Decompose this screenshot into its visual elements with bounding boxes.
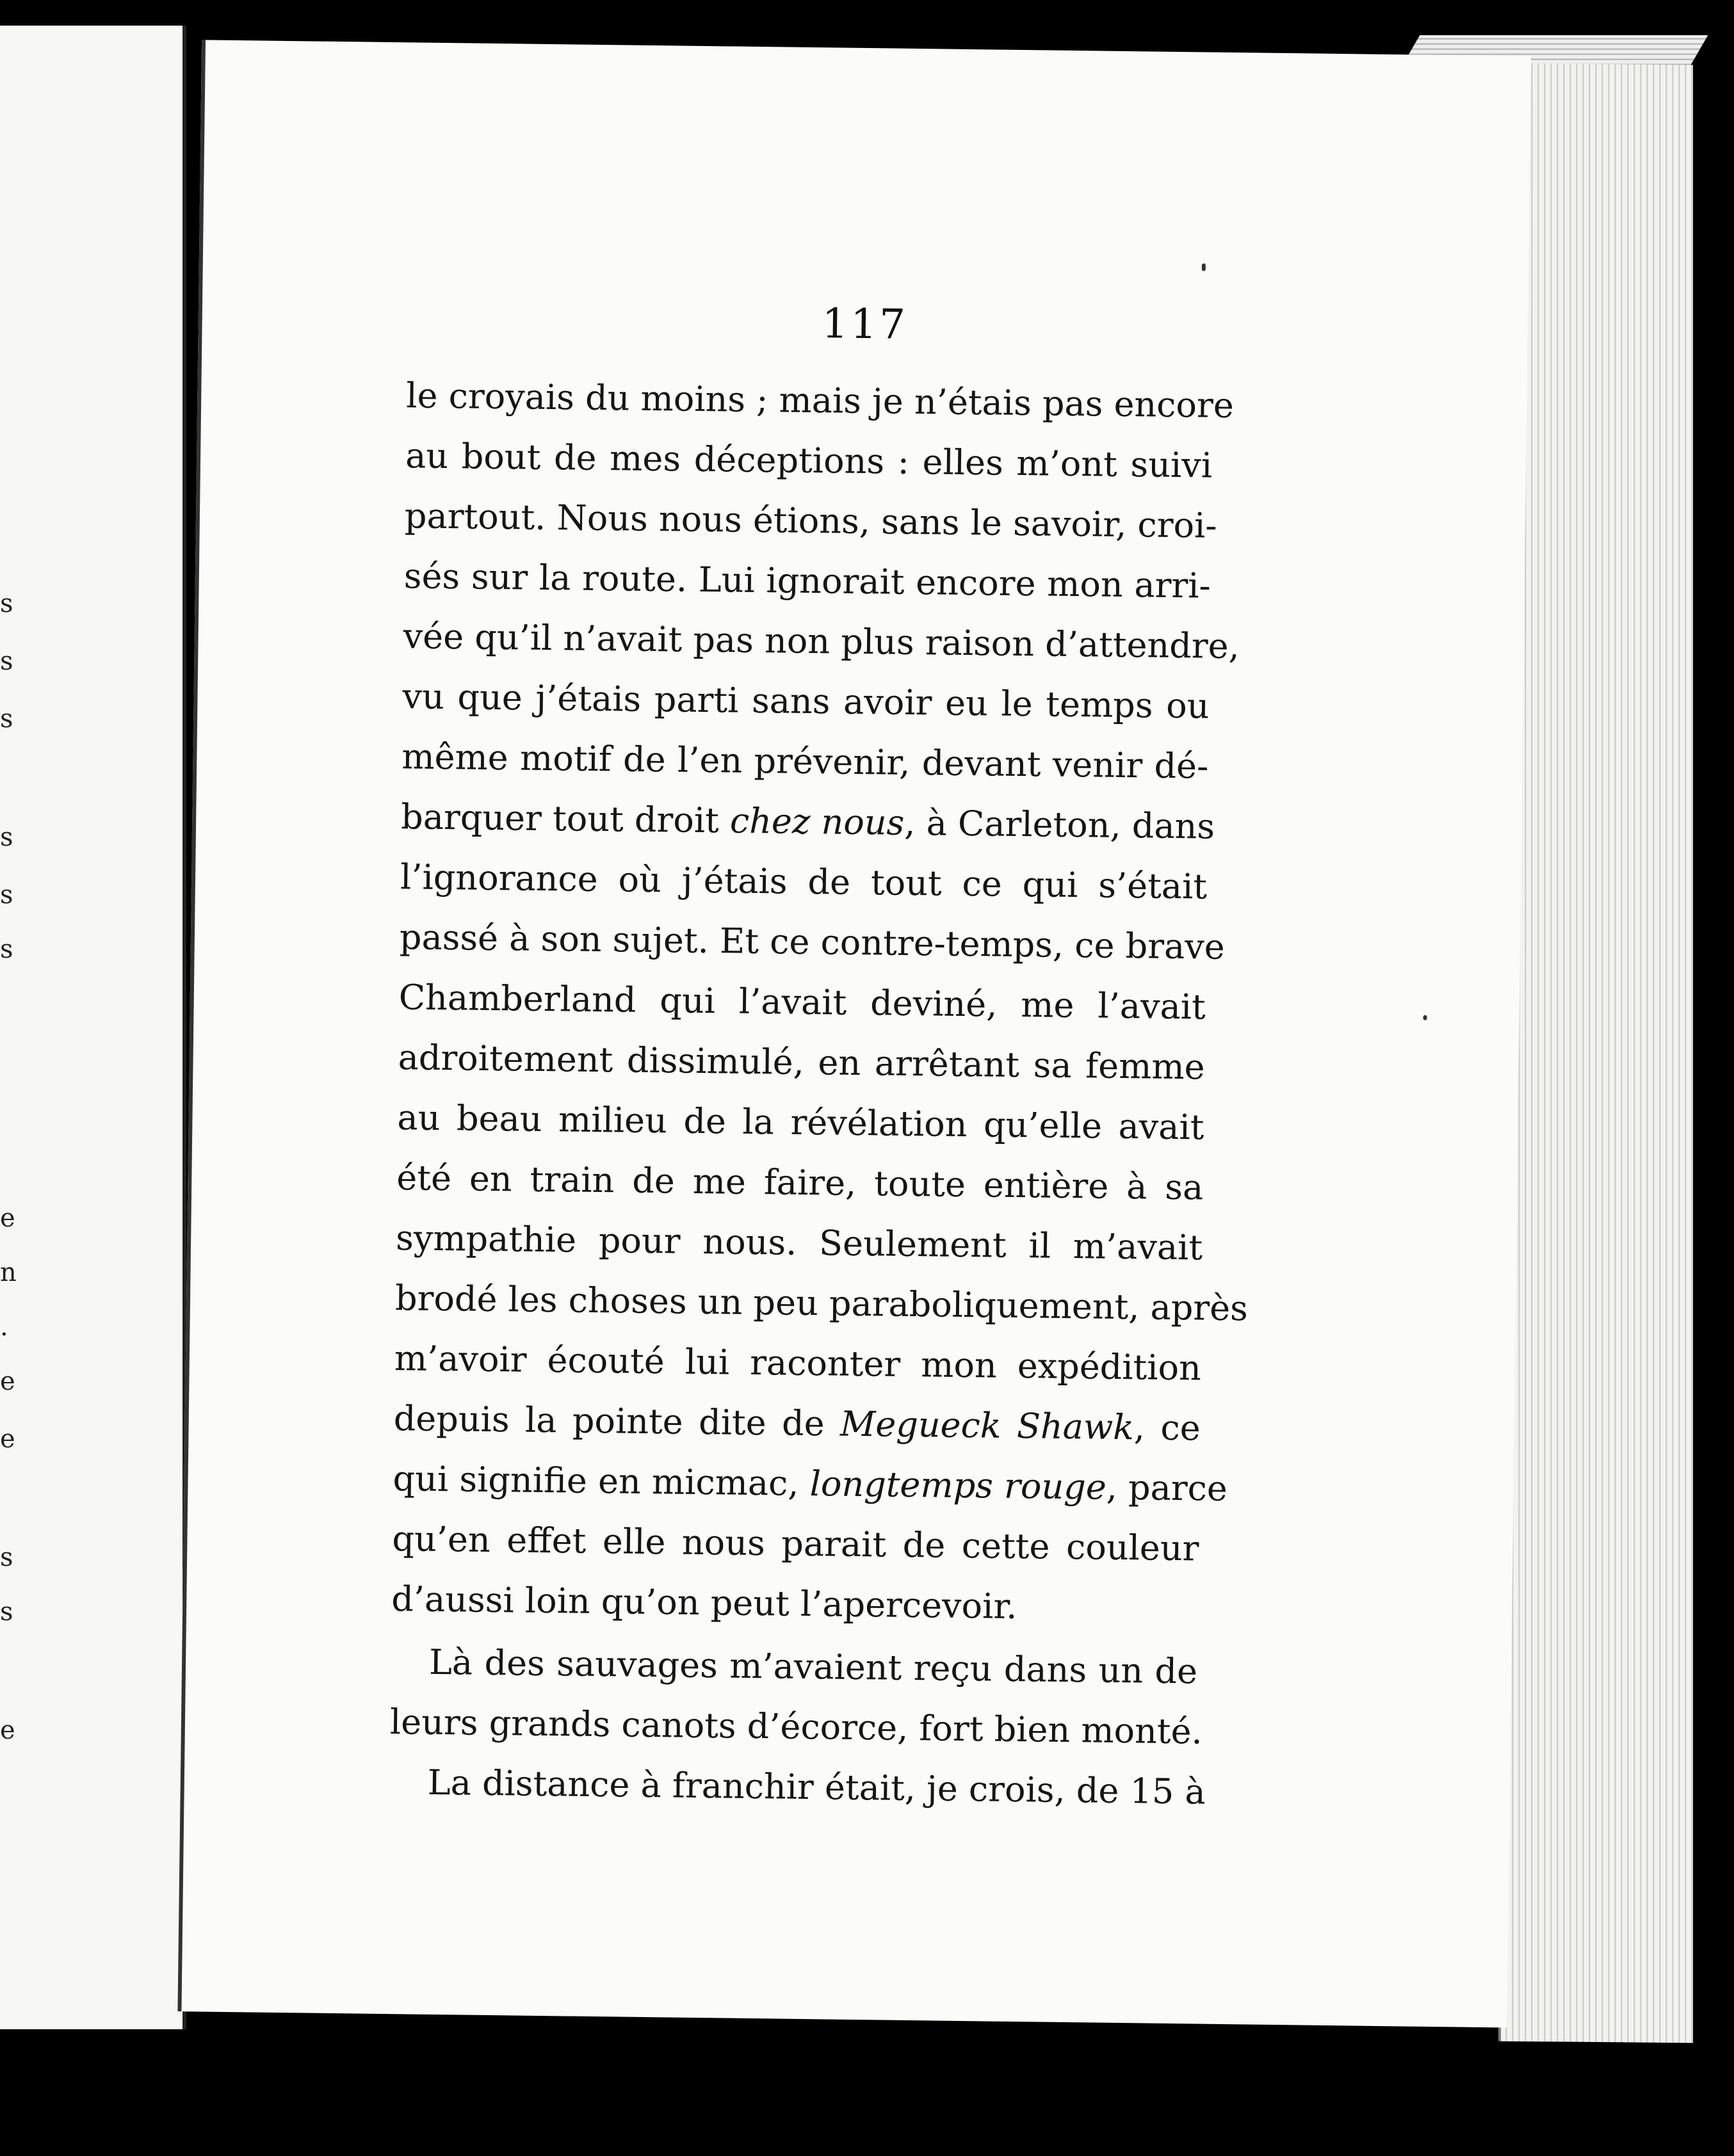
left-fragment: n xyxy=(0,1258,17,1287)
text-segment: barquer tout droit xyxy=(400,796,731,841)
left-fragment: . xyxy=(0,1312,8,1342)
left-fragment: s xyxy=(0,1597,13,1627)
text-segment: qui signifie en micmac, xyxy=(393,1458,811,1504)
left-fragment: s xyxy=(0,823,13,852)
text-line: brodé les choses un peu paraboliquement, après xyxy=(394,1278,1249,1329)
text-line: partout. Nous nous étions, sans le savoir, croi- xyxy=(404,495,1217,546)
left-fragment: s xyxy=(0,647,13,676)
text-line: été en train de me faire, toute entière à sa xyxy=(396,1157,1204,1208)
left-fragment: e xyxy=(0,1203,15,1233)
text-line-with-italic xyxy=(393,1388,1201,1458)
left-fragment: s xyxy=(0,1543,13,1572)
left-fragment: s xyxy=(0,589,13,618)
text-line: vée qu’il n’avait pas non plus raison d’attendre, xyxy=(403,616,1240,667)
paragraph-first-line: La distance à franchir était, je crois, de 15 à xyxy=(427,1762,1206,1812)
text-line: Chamberland qui l’avait deviné, me l’avait xyxy=(398,977,1206,1027)
text-line: le croyais du moins ; mais je n’étais pas encore xyxy=(405,375,1235,426)
page-stack-edges xyxy=(1498,63,1693,2043)
text-line: d’aussi loin qu’on peut l’apercevoir. xyxy=(391,1579,1017,1627)
scan-speck xyxy=(1423,1015,1427,1020)
italic-phrase: longtemps rouge xyxy=(809,1463,1107,1508)
previous-page-fragments xyxy=(0,26,182,2029)
text-segment: , ce xyxy=(1133,1407,1201,1449)
left-fragment: s xyxy=(0,704,13,734)
scan-speck xyxy=(1202,263,1206,271)
page-number: 117 xyxy=(822,300,909,349)
text-line: au bout de mes déceptions : elles m’ont suivi xyxy=(405,435,1213,486)
text-segment: , à Carleton, dans xyxy=(903,802,1215,847)
text-line-with-italic xyxy=(400,787,1215,857)
text-line: sés sur la route. Lui ignorait encore mon arri- xyxy=(403,556,1211,606)
text-line: leurs grands canots d’écorce, fort bien monté. xyxy=(389,1701,1203,1752)
text-line: vu que j’étais parti sans avoir eu le temps ou xyxy=(402,676,1210,727)
page-body-text xyxy=(389,366,1249,1822)
text-line: même motif de l’en prévenir, devant venir dé- xyxy=(401,736,1209,787)
text-segment: , parce xyxy=(1106,1467,1228,1509)
text-segment: depuis la pointe dite de xyxy=(393,1398,841,1444)
left-fragment: s xyxy=(0,880,13,910)
text-line: m’avoir écouté lui raconter mon expédition xyxy=(394,1338,1202,1388)
text-line: sympathie pour nous. Seulement il m’avait xyxy=(395,1218,1203,1268)
text-line: l’ignorance où j’étais de tout ce qui s’était xyxy=(400,857,1208,907)
italic-phrase: chez nous xyxy=(729,800,905,843)
left-fragment: e xyxy=(0,1367,15,1396)
left-fragment: e xyxy=(0,1716,15,1745)
previous-page-edge xyxy=(0,26,186,2029)
text-line-with-italic xyxy=(393,1449,1228,1518)
text-line: adroitement dissimulé, en arrêtant sa femme xyxy=(398,1037,1205,1088)
paragraph-first-line: Là des sauvages m’avaient reçu dans un de xyxy=(428,1641,1198,1692)
text-line: qu’en effet elle nous parait de cette couleur xyxy=(392,1518,1199,1569)
text-line: au beau milieu de la révélation qu’elle avait xyxy=(397,1097,1204,1148)
left-fragment: e xyxy=(0,1424,15,1454)
italic-phrase: Megueck Shawk xyxy=(839,1403,1135,1448)
text-line: passé à son sujet. Et ce contre-temps, ce brave xyxy=(399,917,1226,967)
left-fragment: s xyxy=(0,935,13,964)
book-page xyxy=(177,40,1530,2027)
